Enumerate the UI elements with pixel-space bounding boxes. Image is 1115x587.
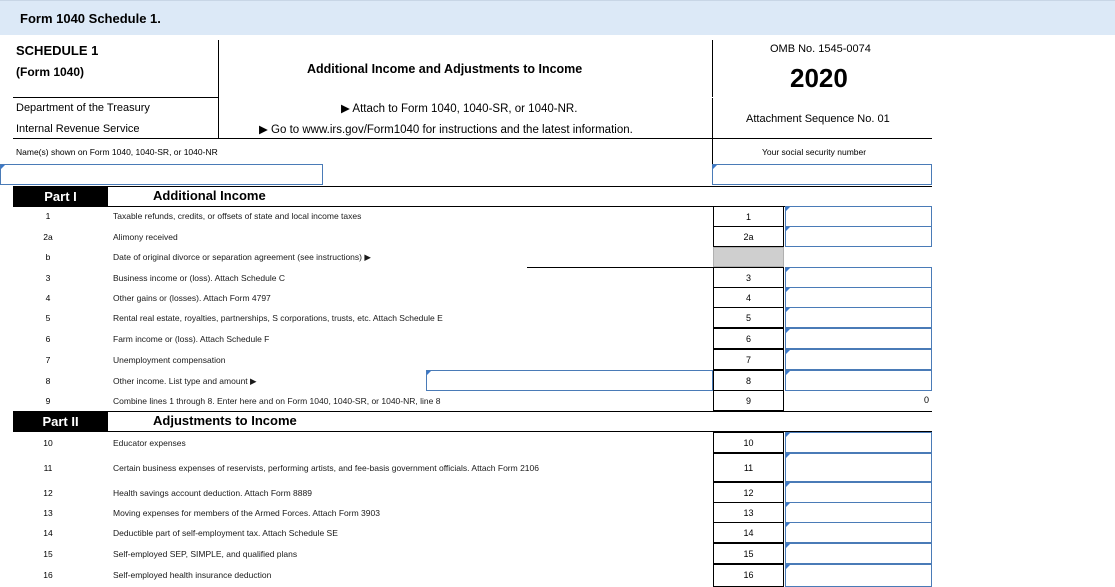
amount-input[interactable] [785, 328, 932, 349]
amount-input[interactable] [785, 267, 932, 288]
amount-input[interactable] [785, 453, 932, 482]
line-box: 10 [713, 432, 784, 453]
row-number: 12 [43, 488, 53, 498]
irs-label: Internal Revenue Service [16, 123, 140, 135]
line-box: 5 [713, 307, 784, 328]
row-description: Alimony received [113, 232, 178, 242]
row-description: Educator expenses [113, 438, 186, 448]
row-number: 11 [43, 463, 53, 473]
ssn-input[interactable] [712, 164, 932, 185]
line-box: 14 [713, 522, 784, 543]
line-box: 11 [713, 453, 784, 482]
row-description: Unemployment compensation [113, 355, 226, 365]
row-number: 2a [43, 232, 53, 242]
part1-title: Additional Income [153, 188, 266, 203]
line-box: 4 [713, 287, 784, 308]
row-description: Other gains or (losses). Attach Form 4797 [113, 293, 271, 303]
amount-input[interactable] [785, 482, 932, 503]
row-description: Moving expenses for members of the Armed Forces. Attach Form 3903 [113, 508, 380, 518]
names-label: Name(s) shown on Form 1040, 1040-SR, or 1040-NR [16, 147, 218, 157]
header-rule-omb [712, 97, 932, 98]
row-number: 13 [43, 508, 53, 518]
row-description: Rental real estate, royalties, partnerships, S corporations, trusts, etc. Attach Schedule E [113, 313, 443, 323]
amount-input[interactable] [785, 206, 932, 227]
row-number: 9 [45, 396, 51, 406]
form-title: Additional Income and Adjustments to Income [307, 62, 583, 76]
attach-instruction: ▶ Attach to Form 1040, 1040-SR, or 1040-NR. [341, 103, 578, 115]
amount-input[interactable] [785, 226, 932, 247]
divorce-date-line[interactable] [527, 267, 713, 268]
header-divider-left [218, 40, 219, 138]
amount-input[interactable] [785, 502, 932, 523]
row-number: 8 [45, 376, 51, 386]
part2-rule [13, 411, 932, 412]
row-description: Business income or (loss). Attach Schedule C [113, 273, 285, 283]
row-description: Farm income or (loss). Attach Schedule F [113, 334, 270, 344]
line-box: 3 [713, 267, 784, 288]
omb-number: OMB No. 1545-0074 [770, 43, 871, 55]
header-divider-right [712, 40, 713, 138]
line-box: 1 [713, 206, 784, 227]
attachment-sequence: Attachment Sequence No. 01 [746, 113, 890, 125]
form-label: (Form 1040) [16, 65, 85, 79]
amount-input[interactable] [785, 543, 932, 564]
row-description: Taxable refunds, credits, or offsets of state and local income taxes [113, 211, 362, 221]
amount-input[interactable] [785, 370, 932, 391]
row-description: Certain business expenses of reservists, performing artists, and fee-basis government officials. Attach Form 2106 [113, 463, 539, 473]
line-box: 6 [713, 328, 784, 349]
name-input[interactable] [0, 164, 323, 185]
part2-label: Part II [13, 412, 108, 431]
line-box: 8 [713, 370, 784, 391]
amount-input[interactable] [785, 432, 932, 453]
row-number: 4 [45, 293, 51, 303]
row-number: 14 [43, 528, 53, 538]
amount-input[interactable] [785, 349, 932, 370]
row-description: Health savings account deduction. Attach Form 8889 [113, 488, 312, 498]
other-income-type-input[interactable] [426, 370, 713, 391]
part1-label: Part I [13, 187, 108, 206]
part1-rule [13, 186, 932, 187]
amount-input[interactable] [785, 287, 932, 308]
row-number: 5 [45, 313, 51, 323]
amount-input[interactable] [785, 522, 932, 543]
part2-title: Adjustments to Income [153, 413, 297, 428]
line-box: 12 [713, 482, 784, 503]
window-title: Form 1040 Schedule 1. [20, 11, 161, 26]
row-number: 10 [43, 438, 53, 448]
ssn-label: Your social security number [762, 147, 867, 157]
tax-year: 2020 [790, 63, 848, 93]
row-number: 15 [43, 549, 53, 559]
total-income-value: 0 [923, 395, 929, 405]
schedule-label: SCHEDULE 1 [16, 43, 99, 58]
row-description: Combine lines 1 through 8. Enter here and on Form 1040, 1040-SR, or 1040-NR, line 8 [113, 396, 441, 406]
row-number: 7 [45, 355, 51, 365]
line-box: 7 [713, 349, 784, 370]
shaded-box [713, 247, 784, 267]
row-description: Self-employed SEP, SIMPLE, and qualified plans [113, 549, 298, 559]
row-description: Date of original divorce or separation agreement (see instructions) ▶ [113, 252, 371, 262]
name-ssn-divider [712, 138, 713, 164]
header-rule-2 [13, 138, 932, 139]
row-number: 16 [43, 570, 53, 580]
goto-instruction: ▶ Go to www.irs.gov/Form1040 for instructions and the latest information. [259, 124, 633, 136]
row-number: 6 [45, 334, 51, 344]
row-number: b [45, 252, 51, 262]
row-number: 3 [45, 273, 51, 283]
header-rule-1 [13, 97, 218, 98]
amount-input[interactable] [785, 307, 932, 328]
line-box: 2a [713, 226, 784, 247]
row-number: 1 [45, 211, 51, 221]
amount-input[interactable] [785, 564, 932, 587]
row-description: Deductible part of self-employment tax. Attach Schedule SE [113, 528, 338, 538]
row-description: Self-employed health insurance deduction [113, 570, 272, 580]
window-titlebar [0, 0, 1115, 35]
line-box: 15 [713, 543, 784, 564]
line-box: 9 [713, 390, 784, 411]
line-box: 16 [713, 564, 784, 587]
row-description: Other income. List type and amount ▶ [113, 376, 257, 386]
dept-label: Department of the Treasury [16, 102, 150, 114]
line-box: 13 [713, 502, 784, 523]
